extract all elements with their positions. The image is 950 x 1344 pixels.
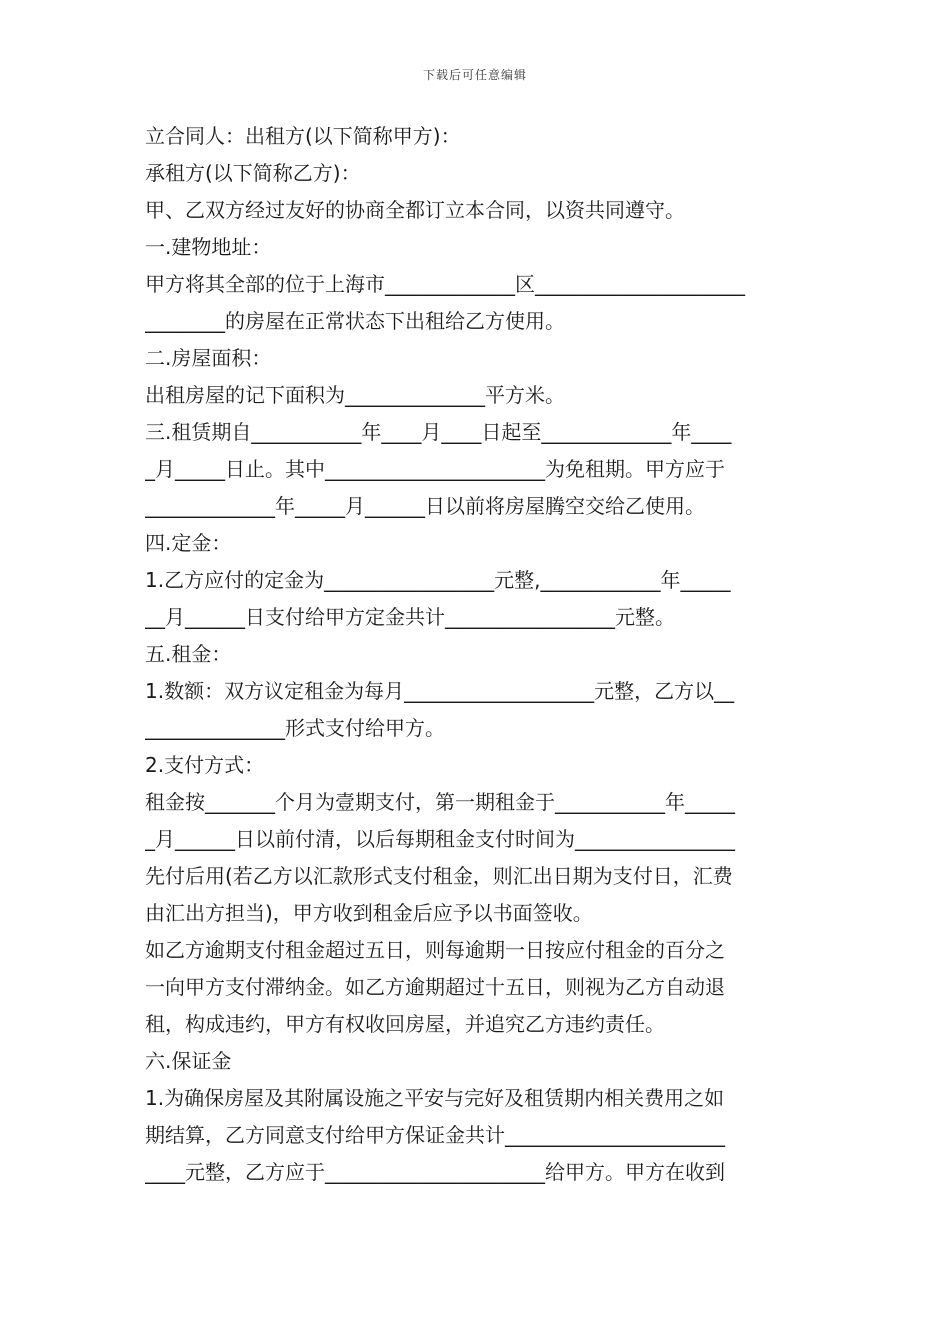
section-heading-rent: 五.租金： <box>145 642 232 666</box>
text-line-5: 甲方将其全部的位于上海市_____________区_____________________ <box>145 272 745 296</box>
text-line-1: 立合同人：出租方(以下简称甲方)： <box>145 124 461 148</box>
text-line-25: 租，构成违约，甲方有权收回房屋，并追究乙方违约责任。 <box>145 1012 665 1036</box>
text-line-21: 先付后用(若乙方以汇款形式支付租金，则汇出日期为支付日，汇费 <box>145 864 733 888</box>
text-line-22: 由汇出方担当)，甲方收到租金后应予以书面签收。 <box>145 901 593 925</box>
text-line-27: 1.为确保房屋及其附属设施之平安与完好及租赁期内相关费用之如 <box>145 1086 725 1110</box>
section-heading-security-deposit: 六.保证金 <box>145 1049 232 1073</box>
text-line-17: ______________形式支付给甲方。 <box>145 716 445 740</box>
text-line-28: 期结算，乙方同意支付给甲方保证金共计______________________ <box>145 1123 725 1147</box>
section-heading-address: 一.建物地址： <box>145 235 272 259</box>
text-line-23: 如乙方逾期支付租金超过五日，则每逾期一日按应付租金的百分之 <box>145 938 725 962</box>
text-line-29: ____元整，乙方应于______________________给甲方。甲方在收到 <box>145 1160 725 1184</box>
text-line-16: 1.数额：双方议定租金为每月___________________元整，乙方以__ <box>145 679 735 703</box>
text-line-13: 1.乙方应付的定金为_________________元整,____________年_____ <box>145 568 731 592</box>
text-line-3: 甲、乙双方经过友好的协商全都订立本合同，以资共同遵守。 <box>145 198 685 222</box>
text-line-11: _____________年_____月______日以前将房屋腾空交给乙使用。 <box>145 494 705 518</box>
text-line-10: _月_____日止。其中______________________为免租期。甲方应于 <box>145 457 725 481</box>
text-line-24: 一向甲方支付滞纳金。如乙方逾期超过十五日，则视为乙方自动退 <box>145 975 725 999</box>
text-line-19: 租金按_______个月为壹期支付，第一期租金于___________年_____ <box>145 790 735 814</box>
text-line-2: 承租方(以下简称乙方)： <box>145 161 361 185</box>
contract-body <box>145 118 815 1191</box>
subheading-payment-method: 2.支付方式： <box>145 753 265 777</box>
page-header: 下载后可任意编辑 <box>422 68 527 82</box>
section-heading-area: 二.房屋面积： <box>145 346 272 370</box>
text-line-6: ________的房屋在正常状态下出租给乙方使用。 <box>145 309 565 333</box>
text-line-14: __月______日支付给甲方定金共计_________________元整。 <box>145 605 675 629</box>
section-heading-deposit: 四.定金： <box>145 531 232 555</box>
text-line-8: 出租房屋的记下面积为______________平方米。 <box>145 383 565 407</box>
text-line-20: _月______日以前付清，以后每期租金支付时间为________________ <box>145 827 735 851</box>
section-heading-lease-term: 三.租赁期自___________年____月____日起至_____________年____ <box>145 420 732 444</box>
